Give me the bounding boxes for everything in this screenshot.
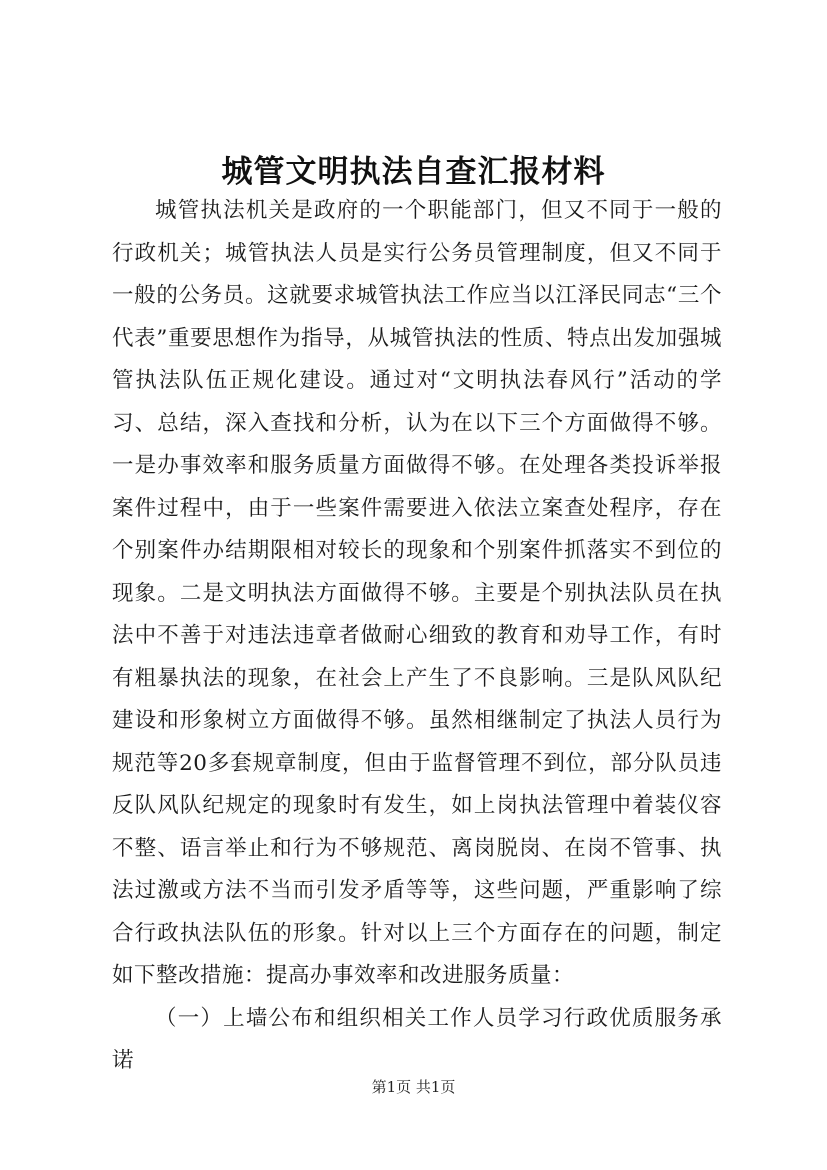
document-body [112,190,722,1083]
document-title: 城管文明执法自查汇报材料 [221,154,606,190]
body-paragraph-2: （一）上墙公布和组织相关工作人员学习行政优质服务承诺 [112,1005,722,1073]
body-paragraph-1: 城管执法机关是政府的一个职能部门，但又不同于一般的行政机关；城管执法人员是实行公务员管理制度，但又不同于一般的公务员。这就要求城管执法工作应当以江泽民同志“三个代表”重要思想作为指导，从城管执法的性质、特点出发加强城管执法队伍正规化建设。通过对“文明执法春风行”活动的学习、总结，深入查找和分析，认为在以下三个方面做得不够。一是办事效率和服务质量方面做得不够。在处理各类投诉举报案件过程中，由于一些案件需要进入依法立案查处程序，存在个别案件办结期限相对较长的现象和个别案件抓落实不到位的现象。二是文明执法方面做得不够。主要是个别执法队员在执法中不善于对违法违章者做耐心细致的教育和劝导工作，有时有粗暴执法的现象，在社会上产生了不良影响。三是队风队纪建设和形象树立方面做得不够。虽然相继制定了执法人员行为规范等20多套规章制度，但由于监督管理不到位，部分队员违反队风队纪规定的现象时有发生，如上岗执法管理中着装仪容不整、语言举止和行为不够规范、离岗脱岗、在岗不管事、执法过激或方法不当而引发矛盾等等，这些问题，严重影响了综合行政执法队伍的形象。针对以上三个方面存在的问题，制定如下整改措施：提高办事效率和改进服务质量： [112,198,722,988]
page-footer: 第1页 共1页 [371,1078,456,1096]
